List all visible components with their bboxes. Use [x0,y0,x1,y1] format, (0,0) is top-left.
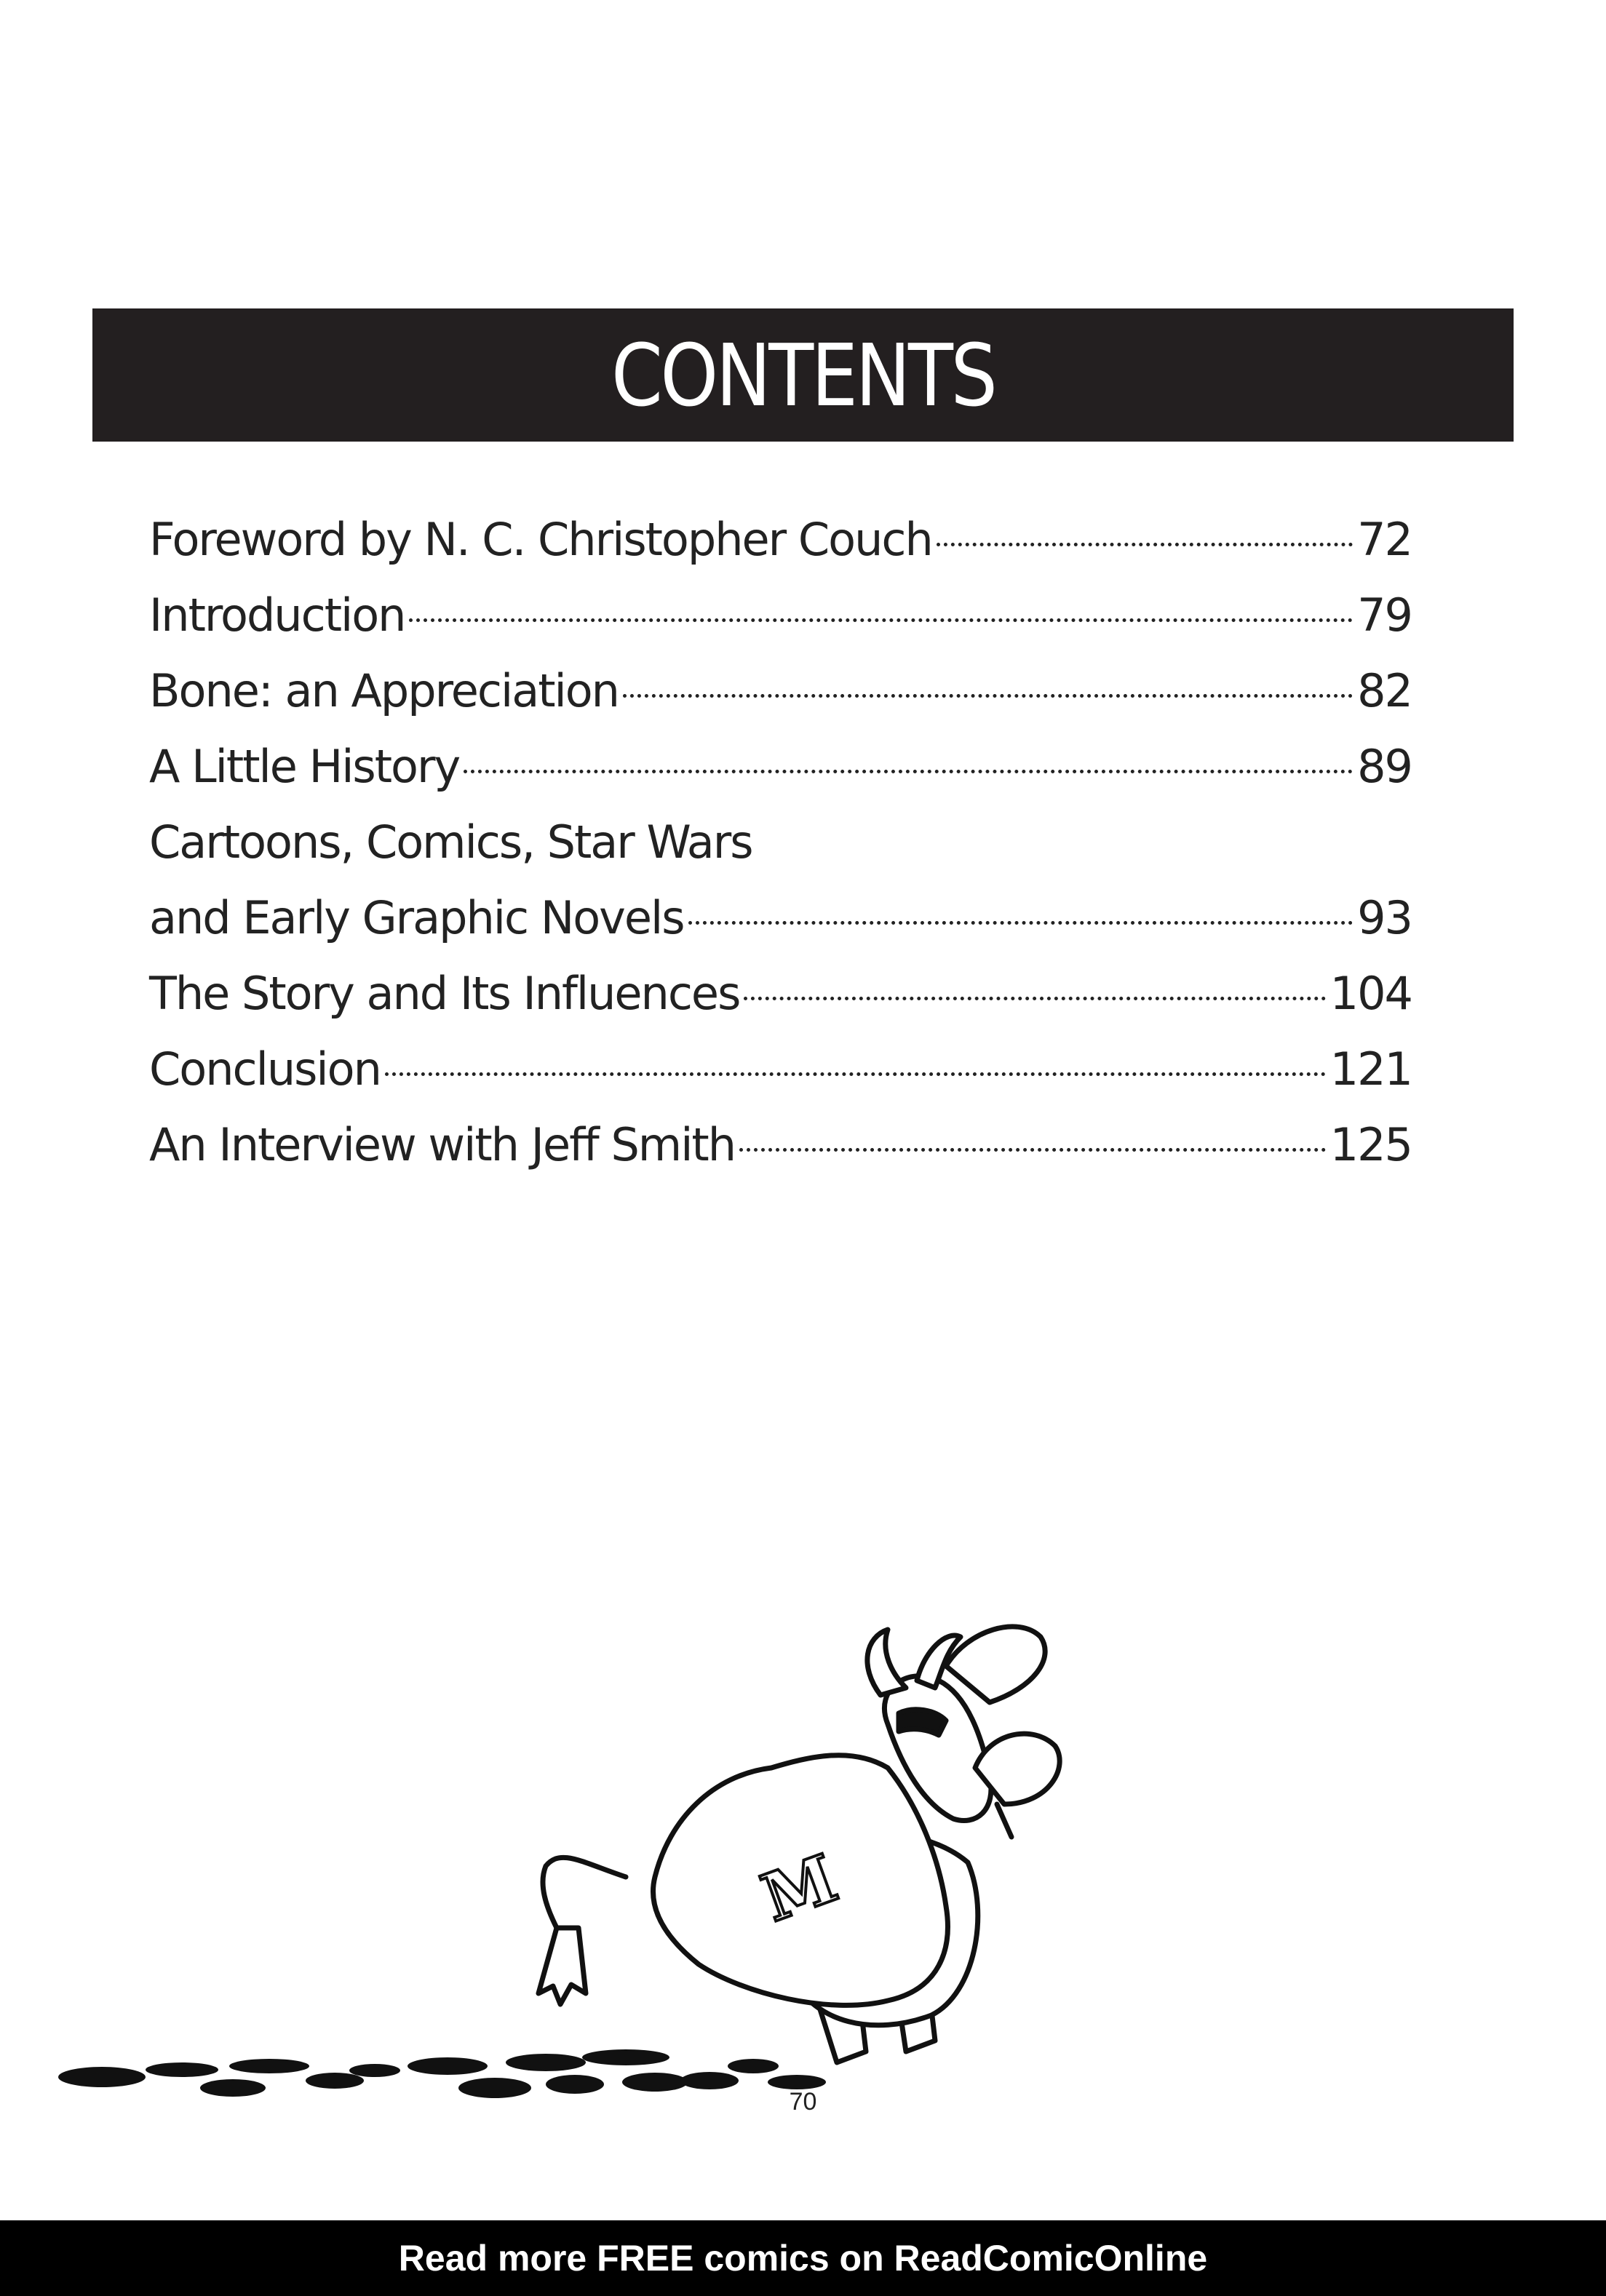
toc-entry-title: Cartoons, Comics, Star Wars [149,816,752,869]
caped-cow-illustration [44,1586,1150,2110]
toc-entry-page: 79 [1357,589,1412,642]
toc-entry-title: Bone: an Appreciation [149,664,619,717]
toc-entry-page: 125 [1329,1118,1412,1171]
page-title: CONTENTS [611,324,995,426]
table-of-contents [149,502,1412,1183]
cow-figure [538,1627,1060,2062]
toc-entry-title: Foreword by N. C. Christopher Couch [149,513,932,566]
toc-entry [149,502,1412,578]
footer-banner[interactable] [0,2220,1606,2296]
toc-entry-page: 72 [1357,513,1412,566]
toc-entry [149,578,1412,653]
cigar-icon [997,1804,1011,1837]
toc-entry-page: 121 [1329,1043,1412,1096]
mask-icon [899,1710,946,1735]
toc-entry [149,653,1412,729]
toc-entry-page: 82 [1357,664,1412,717]
toc-entry [149,729,1412,805]
dot-leader [937,543,1353,546]
toc-entry-page: 93 [1357,891,1412,944]
footer-banner-text[interactable]: Read more FREE comics on ReadComicOnline [398,2238,1208,2279]
dot-leader [744,997,1325,1000]
toc-entry [149,956,1412,1032]
cape-letter: M [752,1839,847,1937]
dot-leader [688,921,1353,925]
toc-entry-title: Introduction [149,589,405,642]
toc-entry-page: 89 [1357,740,1412,793]
dot-leader [739,1148,1326,1152]
toc-entry [149,1107,1412,1183]
horn-left-icon [867,1630,906,1695]
toc-entry [149,805,1412,880]
toc-entry-title: and Early Graphic Novels [149,891,684,944]
toc-entry [149,880,1412,956]
toc-entry-title: Conclusion [149,1043,381,1096]
contents-header-bar [92,308,1514,442]
dot-leader [385,1072,1326,1076]
page-number: 70 [789,2088,817,2116]
dot-leader [409,618,1353,622]
tail [543,1857,626,1928]
toc-entry-title: The Story and Its Influences [149,967,740,1020]
dot-leader [464,770,1353,773]
toc-entry-title: A Little History [149,740,460,793]
tail-tuft-icon [538,1928,586,2004]
dot-leader [623,694,1353,698]
toc-entry-title: An Interview with Jeff Smith [149,1118,736,1171]
toc-entry [149,1032,1412,1107]
toc-entry-page: 104 [1329,967,1412,1020]
